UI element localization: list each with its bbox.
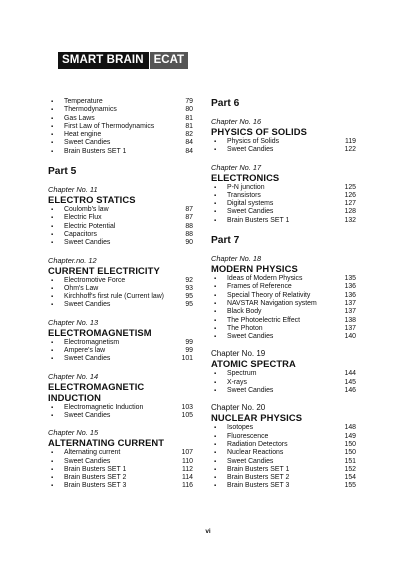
toc-entry — [48, 123, 193, 131]
toc-entry — [211, 275, 356, 283]
toc-entry — [48, 466, 193, 474]
toc-entry-label: ▪ Ideas of Modern Physics — [214, 275, 302, 283]
toc-entry-label: ▪ Brain Busters SET 1 — [214, 217, 289, 225]
toc-entry — [48, 223, 193, 231]
toc-entry-page: 136 — [344, 283, 356, 291]
toc-entry — [48, 285, 193, 293]
toc-entry-page: 137 — [344, 308, 356, 316]
toc-entry-label: ▪ Sweet Candies — [214, 333, 273, 341]
toc-entry — [211, 325, 356, 333]
toc-entry-label: ▪ Black Body — [214, 308, 261, 316]
toc-entry — [48, 449, 193, 457]
chapter-title: ELECTROMAGNETIC INDUCTION — [48, 380, 145, 403]
toc-entry — [211, 283, 356, 291]
toc-entry-label: ▪ Transistors — [214, 192, 261, 200]
toc-entry-page: 144 — [344, 370, 356, 378]
toc-entry-page: 110 — [182, 457, 193, 465]
toc-entry — [211, 441, 356, 449]
toc-entry — [48, 148, 193, 156]
toc-entry-label: ▪ Electric Flux — [51, 214, 102, 222]
toc-entry-label: ▪ Capacitors — [51, 231, 97, 239]
banner-title: SMART BRAIN — [58, 52, 149, 69]
chapter-title: ELECTRO STATICS — [48, 194, 136, 206]
chapter-title: NUCLEAR PHYSICS — [211, 412, 303, 424]
toc-entry-label: ▪ Isotopes — [214, 424, 253, 432]
toc-entry-page: 140 — [344, 333, 356, 341]
toc-entry — [211, 208, 356, 216]
toc-entry — [211, 379, 356, 387]
toc-entry-page: 88 — [185, 230, 193, 238]
toc-entry-page: 112 — [182, 465, 193, 473]
toc-entry — [48, 458, 193, 466]
toc-entry-page: 92 — [185, 276, 193, 284]
toc-entry-page: 119 — [345, 138, 356, 145]
toc-entry-label: ▪ Sweet Candies — [51, 355, 110, 363]
toc-list — [211, 370, 356, 395]
toc-entry-label: ▪ P-N junction — [214, 184, 265, 192]
toc-entry-page: 145 — [344, 378, 356, 386]
toc-entry-label: ▪ The Photon — [214, 325, 263, 333]
chapter-title: ALTERNATING CURRENT — [48, 437, 165, 449]
toc-entry-page: 99 — [185, 338, 193, 346]
toc-entry-page: 84 — [185, 147, 193, 155]
chapter-label: Chapter No. 18 — [211, 254, 262, 264]
toc-entry-page: 137 — [344, 324, 356, 332]
chapter-label: Chapter No. 11 — [48, 185, 98, 195]
toc-list — [48, 277, 193, 310]
toc-entry-page: 95 — [185, 301, 193, 309]
toc-left-column — [48, 98, 193, 491]
toc-entry — [48, 347, 193, 355]
toc-entry-page: 80 — [185, 106, 193, 114]
chapter-label: Chapter No. 19 — [211, 349, 266, 359]
toc-entry — [48, 404, 193, 412]
chapter-label: Chapter No. 15 — [48, 428, 99, 438]
toc-entry — [211, 184, 356, 192]
chapter-title: ELECTRONICS — [211, 171, 280, 183]
toc-entry-page: 114 — [182, 474, 193, 482]
toc-entry-page: 152 — [344, 465, 356, 473]
toc-entry — [211, 200, 356, 208]
toc-entry-page: 88 — [185, 222, 193, 230]
toc-entry-page: 149 — [344, 432, 356, 440]
toc-entry-label: ▪ Digital systems — [214, 200, 273, 208]
toc-entry-label: ▪ Brain Busters SET 3 — [51, 482, 126, 490]
toc-entry-label: ▪ First Law of Thermodynamics — [51, 123, 154, 131]
chapter-title: MODERN PHYSICS — [211, 263, 298, 275]
toc-entry — [211, 308, 356, 316]
toc-entry-page: 87 — [185, 214, 193, 222]
toc-entry-page: 103 — [181, 403, 193, 411]
toc-entry-label: ▪ Sweet Candies — [214, 458, 273, 466]
toc-entry — [211, 387, 356, 395]
toc-entry-label: ▪ Sweet Candies — [51, 139, 110, 147]
chapter-title: ELECTROMAGNETISM — [48, 326, 152, 338]
toc-entry-page: 127 — [344, 200, 356, 208]
chapter-label: Chapter.no. 12 — [48, 255, 97, 265]
toc-entry-label: ▪ Special Theory of Relativity — [214, 292, 310, 300]
header-banner — [58, 52, 188, 69]
toc-entry-page: 95 — [185, 293, 193, 301]
toc-entry-page: 81 — [185, 114, 193, 122]
toc-entry — [211, 138, 356, 146]
chapter-label: Chapter No. 17 — [211, 162, 262, 172]
toc-entry-page: 79 — [185, 98, 193, 105]
toc-entry — [211, 146, 356, 154]
toc-entry-label: ▪ Spectrum — [214, 370, 257, 378]
toc-entry-label: ▪ Sweet Candies — [214, 387, 273, 395]
toc-entry — [48, 214, 193, 222]
toc-entry-label: ▪ The Photoelectric Effect — [214, 317, 300, 325]
toc-entry-label: ▪ Nuclear Reactions — [214, 449, 283, 457]
toc-entry-page: 90 — [185, 239, 193, 247]
toc-entry-label: ▪ Sweet Candies — [51, 239, 110, 247]
toc-list — [48, 206, 193, 247]
toc-entry-label: ▪ Radiation Detectors — [214, 441, 288, 449]
toc-entry-label: ▪ Temperature — [51, 98, 103, 106]
toc-list — [211, 138, 356, 155]
toc-entry-page: 151 — [344, 457, 356, 465]
toc-entry-label: ▪ Electromagnetism — [51, 339, 119, 347]
toc-entry — [48, 98, 193, 106]
toc-entry-page: 122 — [344, 146, 356, 154]
toc-entry-label: ▪ Brain Busters SET 2 — [214, 474, 289, 482]
page-number: vi — [205, 528, 211, 535]
toc-entry-label: ▪ Sweet Candies — [214, 208, 273, 216]
toc-entry — [48, 339, 193, 347]
toc-entry-page: 81 — [185, 122, 193, 130]
toc-list — [211, 275, 356, 341]
toc-entry-page: 126 — [344, 191, 356, 199]
toc-entry — [211, 466, 356, 474]
toc-entry-page: 107 — [181, 449, 193, 457]
toc-entry-label: ▪ Physics of Solids — [214, 138, 279, 146]
toc-entry-label: ▪ Gas Laws — [51, 115, 95, 123]
toc-entry-page: 150 — [344, 449, 356, 457]
chapter-title: PHYSICS OF SOLIDS — [211, 126, 307, 137]
toc-entry-page: 138 — [344, 316, 356, 324]
toc-entry — [48, 115, 193, 123]
toc-entry — [211, 474, 356, 482]
toc-entry — [48, 301, 193, 309]
toc-entry — [48, 355, 193, 363]
toc-entry — [48, 139, 193, 147]
toc-entry-label: ▪ Coulomb's law — [51, 206, 109, 214]
toc-entry-page: 150 — [344, 440, 356, 448]
toc-entry-label: ▪ Sweet Candies — [51, 301, 110, 309]
toc-list — [48, 404, 193, 421]
chapter-label: Chapter No. 13 — [48, 317, 99, 327]
toc-entry-label: ▪ Electromagnetic Induction — [51, 404, 143, 412]
toc-entry — [48, 482, 193, 490]
toc-entry-label: ▪ X-rays — [214, 379, 247, 387]
toc-entry-label: ▪ Brain Busters SET 2 — [51, 474, 126, 482]
toc-entry-label: ▪ Brain Busters SET 1 — [51, 466, 126, 474]
toc-entry-page: 93 — [185, 284, 193, 292]
chapter-title: CURRENT ELECTRICITY — [48, 264, 160, 276]
toc-entry — [211, 449, 356, 457]
toc-entry-page: 125 — [344, 183, 356, 191]
toc-entry — [211, 433, 356, 441]
toc-list — [211, 184, 356, 225]
toc-entry-page: 84 — [185, 139, 193, 147]
part-heading: Part 5 — [48, 166, 77, 178]
banner-tag: ECAT — [149, 52, 188, 69]
toc-entry-label: ▪ Electromotive Force — [51, 277, 125, 285]
toc-entry-page: 101 — [181, 355, 193, 363]
toc-entry-label: ▪ Alternating current — [51, 449, 120, 457]
toc-list — [211, 424, 356, 490]
toc-entry — [48, 293, 193, 301]
toc-entry — [48, 231, 193, 239]
toc-entry-page: 82 — [185, 131, 193, 139]
toc-entry-page: 105 — [181, 411, 193, 419]
toc-entry-page: 99 — [185, 347, 193, 355]
toc-entry-label: ▪ Sweet Candies — [51, 458, 110, 466]
toc-entry — [211, 424, 356, 432]
toc-entry-page: 132 — [344, 216, 356, 224]
toc-entry-page: 155 — [344, 482, 356, 490]
toc-entry-page: 136 — [344, 291, 356, 299]
toc-list — [48, 339, 193, 364]
toc-list — [48, 98, 193, 156]
chapter-title: ATOMIC SPECTRA — [211, 358, 296, 370]
toc-entry — [211, 482, 356, 490]
toc-right-column — [211, 98, 356, 491]
toc-entry-label: ▪ Fluorescence — [214, 433, 268, 441]
toc-entry — [211, 317, 356, 325]
toc-entry-page: 148 — [344, 424, 356, 432]
toc-entry — [211, 333, 356, 341]
toc-entry-page: 128 — [344, 208, 356, 216]
part-heading: Part 7 — [211, 235, 240, 247]
toc-list — [48, 449, 193, 490]
toc-entry-page: 116 — [182, 482, 193, 490]
part-heading: Part 6 — [211, 98, 240, 109]
toc-entry-label: ▪ Brain Busters SET 1 — [51, 148, 126, 156]
toc-entry — [48, 412, 193, 420]
toc-entry-label: ▪ Ampere's law — [51, 347, 105, 355]
toc-entry-label: ▪ Sweet Candies — [51, 412, 110, 420]
toc-entry-label: ▪ Sweet Candies — [214, 146, 273, 154]
chapter-label: Chapter No. 20 — [211, 403, 266, 413]
toc-entry — [211, 192, 356, 200]
chapter-label: Chapter No. 16 — [211, 117, 262, 126]
toc-entry-page: 154 — [344, 474, 356, 482]
toc-entry-page: 146 — [344, 387, 356, 395]
toc-entry — [211, 370, 356, 378]
toc-entry-label: ▪ Brain Busters SET 3 — [214, 482, 289, 490]
toc-entry — [48, 474, 193, 482]
toc-entry — [48, 277, 193, 285]
toc-entry-page: 135 — [344, 275, 356, 283]
toc-entry — [211, 292, 356, 300]
toc-entry-page: 137 — [344, 299, 356, 307]
toc-entry — [48, 131, 193, 139]
toc-entry-label: ▪ NAVSTAR Navigation system — [214, 300, 317, 308]
toc-entry — [48, 106, 193, 114]
toc-entry-label: ▪ Frames of Reference — [214, 283, 292, 291]
toc-entry — [211, 458, 356, 466]
toc-entry — [211, 300, 356, 308]
toc-entry-label: ▪ Kirchhoff's first rule (Current law) — [51, 293, 164, 301]
toc-entry-label: ▪ Electric Potential — [51, 223, 115, 231]
toc-entry — [48, 206, 193, 214]
chapter-label: Chapter No. 14 — [48, 371, 99, 381]
toc-entry-label: ▪ Heat engine — [51, 131, 101, 139]
toc-entry — [211, 217, 356, 225]
toc-entry-page: 87 — [185, 206, 193, 214]
toc-entry-label: ▪ Ohm's Law — [51, 285, 98, 293]
toc-entry-label: ▪ Brain Busters SET 1 — [214, 466, 289, 474]
toc-entry-label: ▪ Thermodynamics — [51, 106, 117, 114]
toc-entry — [48, 239, 193, 247]
